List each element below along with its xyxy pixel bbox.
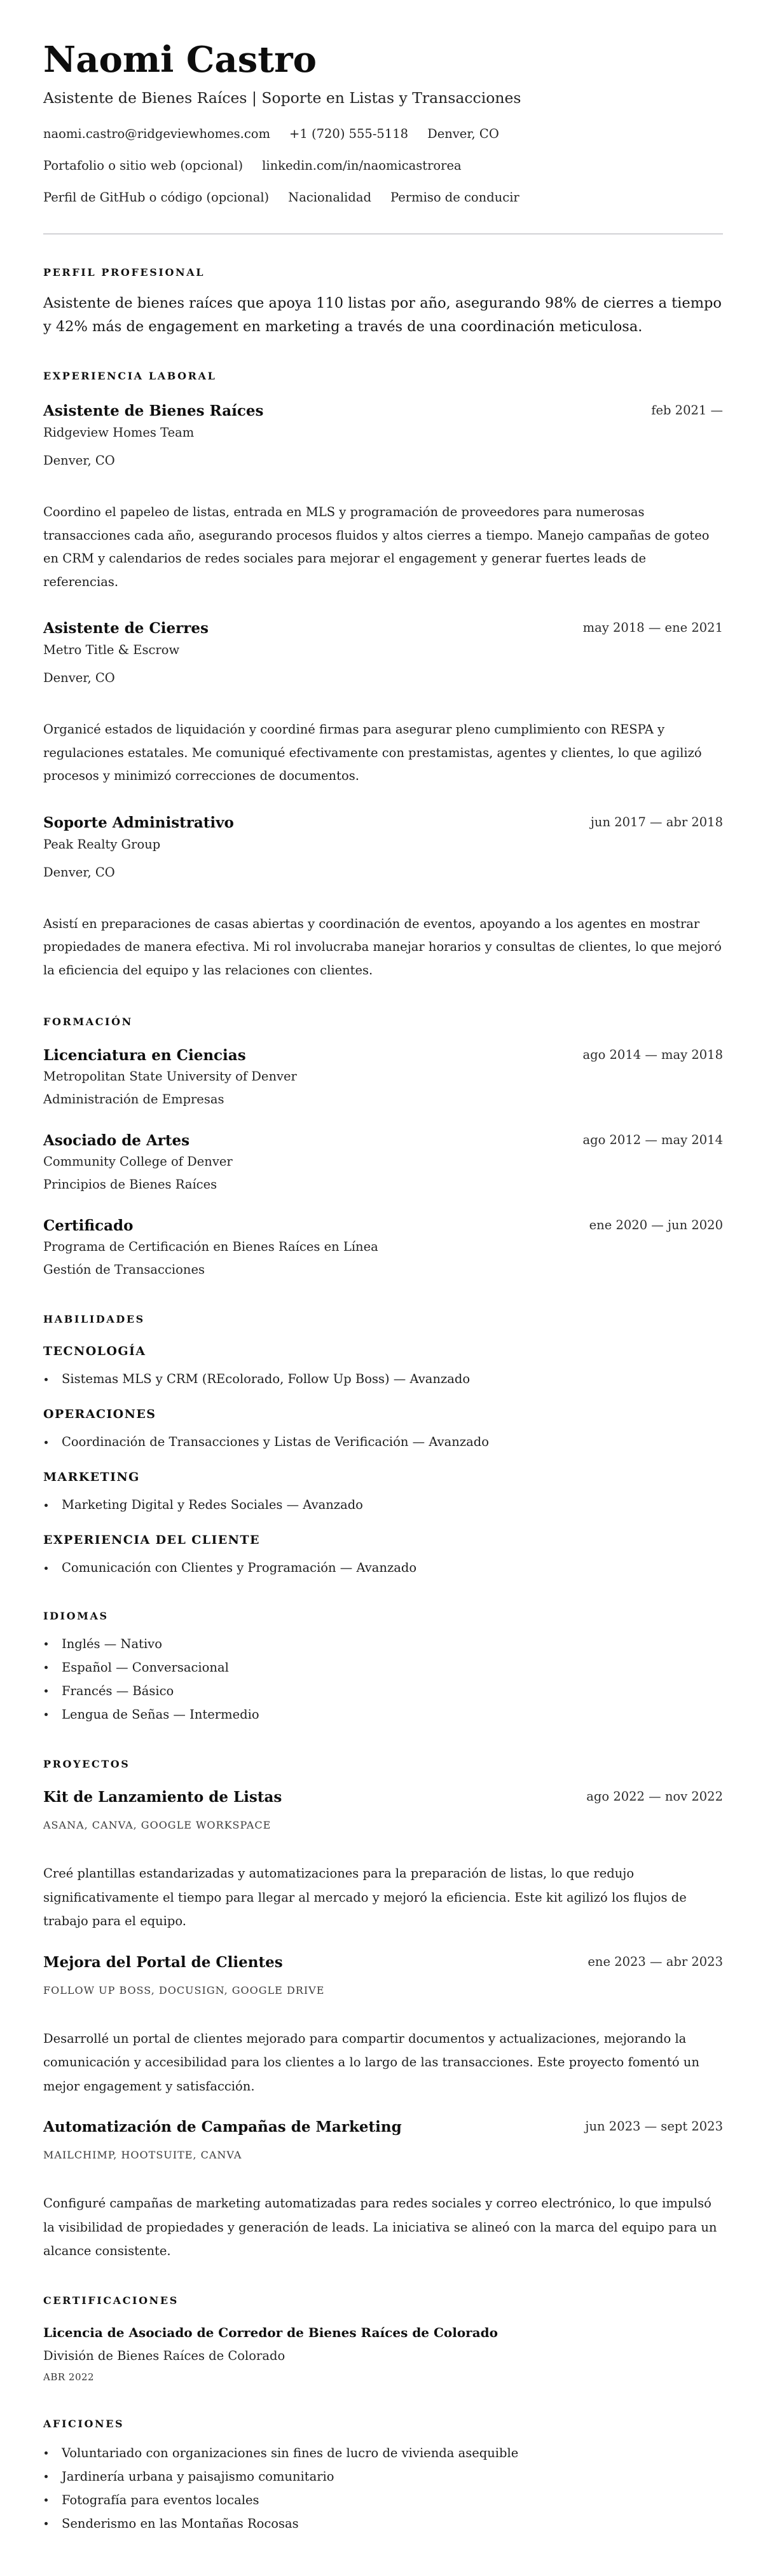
- skill-category: OPERACIONES: [43, 1407, 156, 1421]
- skills-section: [43, 1313, 723, 1579]
- hobby-item: Voluntariado con organizaciones sin fines de lucro de vivienda asequible: [43, 2441, 723, 2465]
- section-heading: CERTIFICACIONES: [43, 2294, 179, 2307]
- skill-list: [43, 1368, 723, 1391]
- job-dates: jun 2017 — abr 2018: [590, 814, 723, 829]
- education-dates: ago 2014 — may 2018: [582, 1047, 723, 1062]
- certification-entry: [43, 2323, 723, 2385]
- job-company: Metro Title & Escrow: [43, 643, 180, 657]
- project-tech: MAILCHIMP, HOOTSUITE, CANVA: [43, 2149, 242, 2161]
- summary-section: [43, 266, 723, 339]
- school-name: Community College of Denver: [43, 1154, 233, 1169]
- contact-github[interactable]: Perfil de GitHub o código (opcional): [43, 190, 270, 205]
- job-company: Peak Realty Group: [43, 836, 161, 852]
- section-heading: FORMACIÓN: [43, 1016, 133, 1028]
- job-title: Asistente de Cierres: [43, 620, 209, 637]
- job-title: Asistente de Bienes Raíces: [43, 402, 264, 419]
- hobbies-section: [43, 2418, 723, 2535]
- skill-list: [43, 1494, 723, 1516]
- skill-list: [43, 1431, 723, 1454]
- field-of-study: Gestión de Transacciones: [43, 1262, 205, 1277]
- job-dates: may 2018 — ene 2021: [582, 620, 723, 635]
- education-section: [43, 1016, 723, 1281]
- project-title: Kit de Lanzamiento de Listas: [43, 1789, 282, 1806]
- hobby-item: Fotografía para eventos locales: [43, 2488, 723, 2512]
- project-dates: ago 2022 — nov 2022: [586, 1789, 723, 1804]
- project-dates: jun 2023 — sept 2023: [585, 2119, 723, 2134]
- skill-item: Sistemas MLS y CRM (REcolorado, Follow Up Boss) — Avanzado: [43, 1368, 723, 1391]
- section-heading: HABILIDADES: [43, 1313, 145, 1325]
- job-company: Ridgeview Homes Team: [43, 425, 195, 440]
- education-entry: [43, 1131, 723, 1196]
- project-tech: ASANA, CANVA, GOOGLE WORKSPACE: [43, 1819, 272, 1831]
- degree-title: Certificado: [43, 1217, 134, 1234]
- job-description: Asistí en preparaciones de casas abiertas y coordinación de eventos, apoyando a los agentes en mostrar propiedades de manera efectiva. Mi rol involucraba manejar horarios y consultas de clientes, lo que mejoró la eficiencia del equipo y las relaciones con clientes.: [43, 916, 722, 978]
- projects-section: [43, 1758, 723, 2263]
- job-description: Organicé estados de liquidación y coordiné firmas para asegurar pleno cumplimiento con RESPA y regulaciones estatales. Me comuniqué efectivamente con prestamistas, agentes y clientes, lo que agilizó procesos y minimizó correcciones de documentos.: [43, 722, 702, 783]
- section-heading: EXPERIENCIA LABORAL: [43, 370, 217, 382]
- candidate-name: Naomi Castro: [43, 39, 317, 81]
- job-entry: [43, 814, 723, 983]
- skill-category: MARKETING: [43, 1470, 140, 1484]
- education-dates: ene 2020 — jun 2020: [589, 1218, 723, 1232]
- skill-item: Coordinación de Transacciones y Listas de Verificación — Avanzado: [43, 1431, 723, 1454]
- contact-phone[interactable]: +1 (720) 555-5118: [289, 126, 409, 141]
- degree-title: Asociado de Artes: [43, 1132, 190, 1149]
- section-heading: IDIOMAS: [43, 1610, 109, 1622]
- skill-item: Comunicación con Clientes y Programación — Avanzado: [43, 1557, 723, 1579]
- resume-header: [43, 39, 723, 207]
- hobby-list: [43, 2441, 723, 2535]
- certification-title: Licencia de Asociado de Corredor de Bienes Raíces de Colorado: [43, 2324, 498, 2340]
- job-description: Coordino el papeleo de listas, entrada en MLS y programación de proveedores para numerosas transacciones cada año, asegurando procesos fluidos y altos cierres a tiempo. Manejo campañas de goteo en CRM y calendarios de redes sociales para mejorar el engagement y generar fuertes leads de referencias.: [43, 505, 710, 589]
- contact-row: [43, 125, 723, 144]
- education-entry: [43, 1216, 723, 1281]
- experience-section: [43, 370, 723, 982]
- language-list: [43, 1632, 723, 1726]
- job-entry: [43, 402, 723, 594]
- language-item: Francés — Básico: [43, 1679, 723, 1703]
- certification-issuer: División de Bienes Raíces de Colorado: [43, 2348, 285, 2363]
- project-description: Desarrollé un portal de clientes mejorado para compartir documentos y actualizaciones, mejorando la comunicación y accesibilidad para los clientes a lo largo de las transacciones. Este proyecto fomentó un mejor engagement y satisfacción.: [43, 2031, 699, 2094]
- project-entry: [43, 1788, 723, 1933]
- language-item: Español — Conversacional: [43, 1656, 723, 1679]
- hobby-item: Jardinería urbana y paisajismo comunitario: [43, 2465, 723, 2488]
- language-item: Lengua de Señas — Intermedio: [43, 1703, 723, 1726]
- summary-text: Asistente de bienes raíces que apoya 110 listas por año, asegurando 98% de cierres a tiempo y 42% más de engagement en marketing a través de una coordinación meticulosa.: [43, 295, 722, 335]
- degree-title: Licenciatura en Ciencias: [43, 1047, 246, 1064]
- header-divider: [43, 233, 723, 235]
- certification-date: ABR 2022: [43, 2371, 95, 2383]
- field-of-study: Administración de Empresas: [43, 1092, 224, 1107]
- section-heading: AFICIONES: [43, 2417, 125, 2430]
- job-location: Denver, CO: [43, 453, 115, 468]
- job-location: Denver, CO: [43, 864, 115, 880]
- contact-row: [43, 156, 723, 175]
- job-entry: [43, 619, 723, 788]
- project-title: Mejora del Portal de Clientes: [43, 1953, 283, 1971]
- skill-category: EXPERIENCIA DEL CLIENTE: [43, 1533, 260, 1547]
- education-dates: ago 2012 — may 2014: [582, 1133, 723, 1147]
- contact-row: [43, 188, 723, 207]
- section-heading: PROYECTOS: [43, 1758, 130, 1770]
- skill-item: Marketing Digital y Redes Sociales — Avanzado: [43, 1494, 723, 1516]
- contact-location: Denver, CO: [427, 126, 499, 141]
- language-item: Inglés — Nativo: [43, 1632, 723, 1656]
- education-entry: [43, 1046, 723, 1111]
- skill-list: [43, 1557, 723, 1579]
- project-tech: FOLLOW UP BOSS, DOCUSIGN, GOOGLE DRIVE: [43, 1984, 325, 1996]
- job-title: Soporte Administrativo: [43, 814, 234, 831]
- contact-email[interactable]: naomi.castro@ridgeviewhomes.com: [43, 126, 271, 141]
- contact-portfolio[interactable]: Portafolio o sitio web (opcional): [43, 158, 244, 173]
- school-name: Programa de Certificación en Bienes Raíces en Línea: [43, 1239, 378, 1254]
- section-heading: PERFIL PROFESIONAL: [43, 266, 205, 278]
- job-dates: feb 2021 —: [651, 403, 723, 418]
- skill-category: TECNOLOGÍA: [43, 1344, 146, 1358]
- project-description: Creé plantillas estandarizadas y automatizaciones para la preparación de listas, lo que redujo significativamente el tiempo para llegar al mercado y mejoró la eficiencia. Este kit agilizó los flujos de trabajo para el equipo.: [43, 1866, 687, 1928]
- hobby-item: Senderismo en las Montañas Rocosas: [43, 2512, 723, 2535]
- project-entry: [43, 2118, 723, 2263]
- contact-linkedin[interactable]: linkedin.com/in/naomicastrorea: [262, 158, 462, 173]
- project-entry: [43, 1953, 723, 2099]
- contact-nationality: Nacionalidad: [288, 190, 372, 205]
- languages-section: [43, 1610, 723, 1726]
- contact-driving-license: Permiso de conducir: [390, 190, 519, 205]
- project-description: Configuré campañas de marketing automatizadas para redes sociales y correo electrónico, lo que impulsó la visibilidad de propiedades y generación de leads. La iniciativa se alineó con la marca del equipo para un alcance consistente.: [43, 2196, 717, 2258]
- job-location: Denver, CO: [43, 671, 115, 685]
- project-dates: ene 2023 — abr 2023: [588, 1954, 723, 1969]
- candidate-headline: Asistente de Bienes Raíces | Soporte en Listas y Transacciones: [43, 89, 521, 107]
- project-title: Automatización de Campañas de Marketing: [43, 2118, 402, 2136]
- school-name: Metropolitan State University of Denver: [43, 1069, 297, 1084]
- field-of-study: Principios de Bienes Raíces: [43, 1177, 217, 1192]
- certifications-section: [43, 2294, 723, 2385]
